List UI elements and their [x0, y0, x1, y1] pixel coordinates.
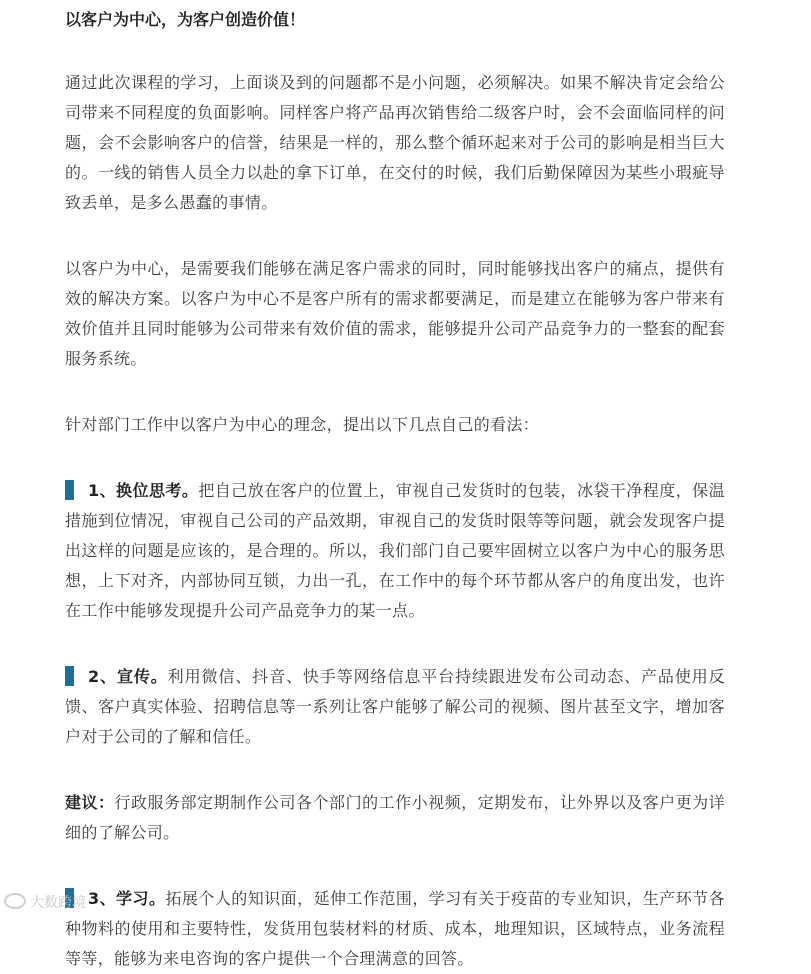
paragraph-customer-centric: 以客户为中心，是需要我们能够在满足客户需求的同时，同时能够找出客户的痛点，提供有效的解决方案。以客户为中心不是客户所有的需求都要满足，而是建立在能够为客户带来有效价值并且同时能够为公司带来有效价值的需求，能够提升公司产品竞争力的一整套的配套服务系统。 — [65, 259, 725, 368]
paragraph-lead-in: 针对部门工作中以客户为中心的理念，提出以下几点自己的看法： — [65, 415, 540, 434]
paragraph-intro: 通过此次课程的学习，上面谈及到的问题都不是小问题，必须解决。如果不解决肯定会给公司带来不同程度的负面影响。同样客户将产品再次销售给二级客户时，会不会面临同样的问题，会不会影响客户的信誉，结果是一样的，那么整个循环起来对于公司的影响是相当巨大的。一线的销售人员全力以赴的拿下订单，在交付的时候，我们后勤保障因为某些小瑕疵导致丢单，是多么愚蠢的事情。 — [65, 73, 725, 212]
watermark-text: 大数跨境 — [30, 895, 86, 911]
point-2-text: 利用微信、抖音、快手等网络信息平台持续跟进发布公司动态、产品使用反馈、客户真实体验、招聘信息等一系列让客户能够了解公司的视频、图片甚至文字，增加客户对于公司的了解和信任。 — [65, 667, 725, 746]
watermark — [4, 892, 86, 912]
suggestion-text: 行政服务部定期制作公司各个部门的工作小视频，定期发布，让外界以及客户更为详细的了解公司。 — [65, 793, 725, 842]
point-1 — [65, 476, 725, 626]
point-2-heading: 2、宣传。 — [88, 667, 168, 686]
suggestion — [65, 788, 725, 848]
watermark-logo-icon — [4, 893, 26, 909]
document-title: 以客户为中心，为客户创造价值！ — [65, 10, 306, 29]
point-3-text: 拓展个人的知识面，延伸工作范围，学习有关于疫苗的专业知识，生产环节各种物料的使用和主要特性，发货用包装材料的材质、成本，地理知识，区域特点，业务流程等等，能够为来电咨询的客户提供一个合理满意的回答。 — [65, 889, 725, 968]
point-2 — [65, 662, 725, 752]
suggestion-label: 建议： — [65, 793, 115, 812]
point-3-heading: 3、学习。 — [88, 889, 166, 908]
section-marker-icon — [65, 480, 74, 500]
point-1-text: 把自己放在客户的位置上，审视自己发货时的包装，冰袋干净程度，保温措施到位情况，审视自己公司的产品效期，审视自己的发货时限等等问题，就会发现客户提出这样的问题是应该的，是合理的。所以，我们部门自己要牢固树立以客户为中心的服务思想，上下对齐，内部协同互锁，力出一孔，在工作中的每个环节都从客户的角度出发，也许在工作中能够发现提升公司产品竞争力的某一点。 — [65, 481, 725, 620]
document-body — [65, 0, 725, 974]
point-1-heading: 1、换位思考。 — [88, 481, 199, 500]
section-marker-icon — [65, 666, 74, 686]
point-3 — [65, 884, 725, 974]
